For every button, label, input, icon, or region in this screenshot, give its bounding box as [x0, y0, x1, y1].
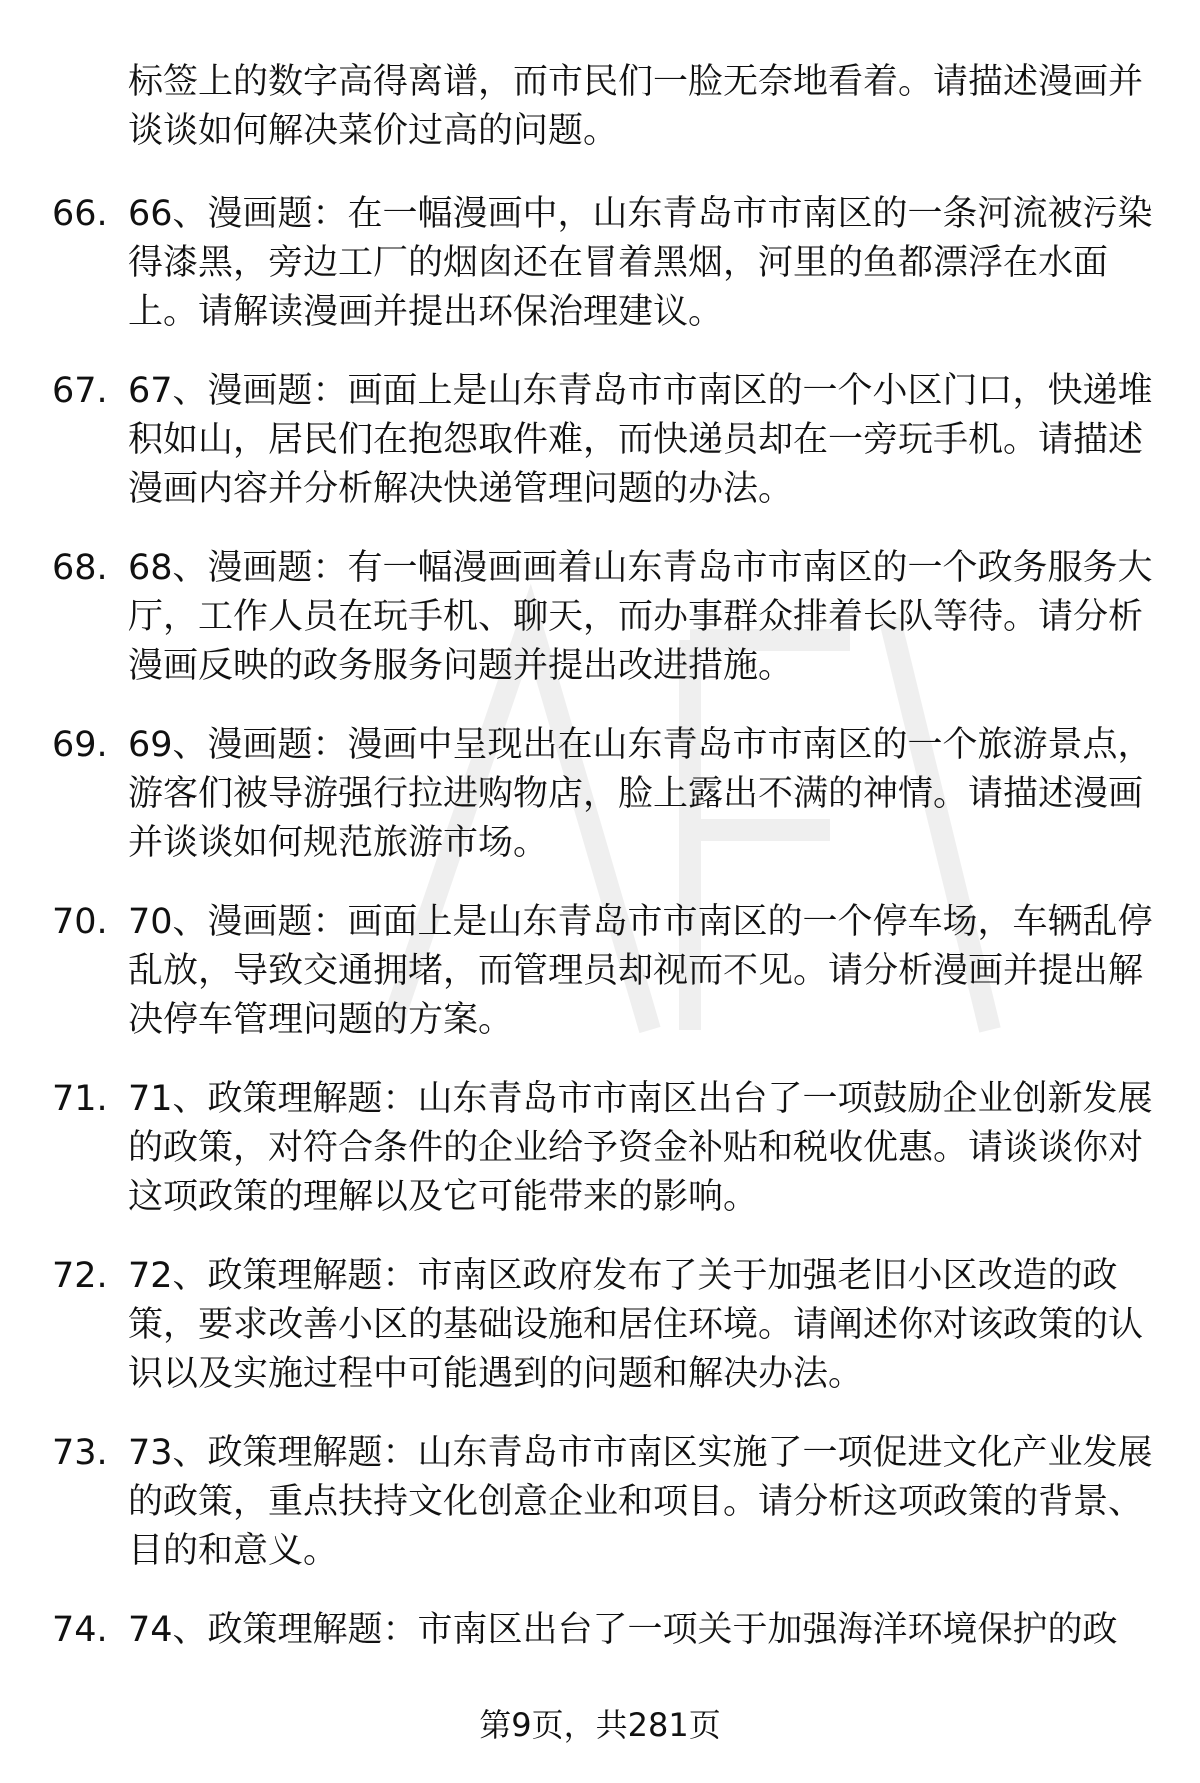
- question-text: 70、漫画题：画面上是山东青岛市市南区的一个停车场，车辆乱停乱放，导致交通拥堵，而管理员却视而不见。请分析漫画并提出解决停车管理问题的方案。: [128, 902, 1153, 1040]
- question-text: 71、政策理解题：山东青岛市市南区出台了一项鼓励企业创新发展的政策，对符合条件的企业给予资金补贴和税收优惠。请谈谈你对这项政策的理解以及它可能带来的影响。: [128, 1079, 1153, 1217]
- question-text: 67、漫画题：画面上是山东青岛市市南区的一个小区门口，快递堆积如山，居民们在抱怨取件难，而快递员却在一旁玩手机。请描述漫画内容并分析解决快递管理问题的办法。: [128, 371, 1153, 509]
- list-item: [0, 1252, 1200, 1429]
- list-item: [0, 1075, 1200, 1252]
- question-text: 72、政策理解题：市南区政府发布了关于加强老旧小区改造的政策，要求改善小区的基础设施和居住环境。请阐述你对该政策的认识以及实施过程中可能遇到的问题和解决办法。: [128, 1256, 1144, 1394]
- list-item: [0, 367, 1200, 544]
- question-number: 72.: [52, 1256, 108, 1296]
- question-text: 69、漫画题：漫画中呈现出在山东青岛市市南区的一个旅游景点，游客们被导游强行拉进购物店，脸上露出不满的神情。请描述漫画并谈谈如何规范旅游市场。: [128, 725, 1153, 863]
- question-text: 74、政策理解题：市南区出台了一项关于加强海洋环境保护的政: [128, 1610, 1118, 1650]
- list-item: [0, 544, 1200, 721]
- question-text: 66、漫画题：在一幅漫画中，山东青岛市市南区的一条河流被污染得漆黑，旁边工厂的烟囱还在冒着黑烟，河里的鱼都漂浮在水面上。请解读漫画并提出环保治理建议。: [128, 194, 1153, 332]
- question-number: 71.: [52, 1079, 108, 1119]
- list-item: [0, 190, 1200, 367]
- continuation-text: 标签上的数字高得离谱，而市民们一脸无奈地看着。请描述漫画并谈谈如何解决菜价过高的问题。: [128, 62, 1144, 151]
- question-number: 74.: [52, 1610, 108, 1650]
- question-list: [0, 190, 1200, 1783]
- question-number: 66.: [52, 194, 108, 234]
- question-number: 70.: [52, 902, 108, 942]
- question-text: 68、漫画题：有一幅漫画画着山东青岛市市南区的一个政务服务大厅，工作人员在玩手机、聊天，而办事群众排着长队等待。请分析漫画反映的政务服务问题并提出改进措施。: [128, 548, 1153, 686]
- list-item: [0, 898, 1200, 1075]
- list-item: [0, 1606, 1200, 1783]
- list-item: [0, 721, 1200, 898]
- question-number: 67.: [52, 371, 108, 411]
- question-number: 69.: [52, 725, 108, 765]
- question-number: 68.: [52, 548, 108, 588]
- question-number: 73.: [52, 1433, 108, 1473]
- question-text: 73、政策理解题：山东青岛市市南区实施了一项促进文化产业发展的政策，重点扶持文化创意企业和项目。请分析这项政策的背景、目的和意义。: [128, 1433, 1153, 1571]
- page-footer: 第9页，共281页: [479, 1706, 721, 1744]
- list-item: [0, 1429, 1200, 1606]
